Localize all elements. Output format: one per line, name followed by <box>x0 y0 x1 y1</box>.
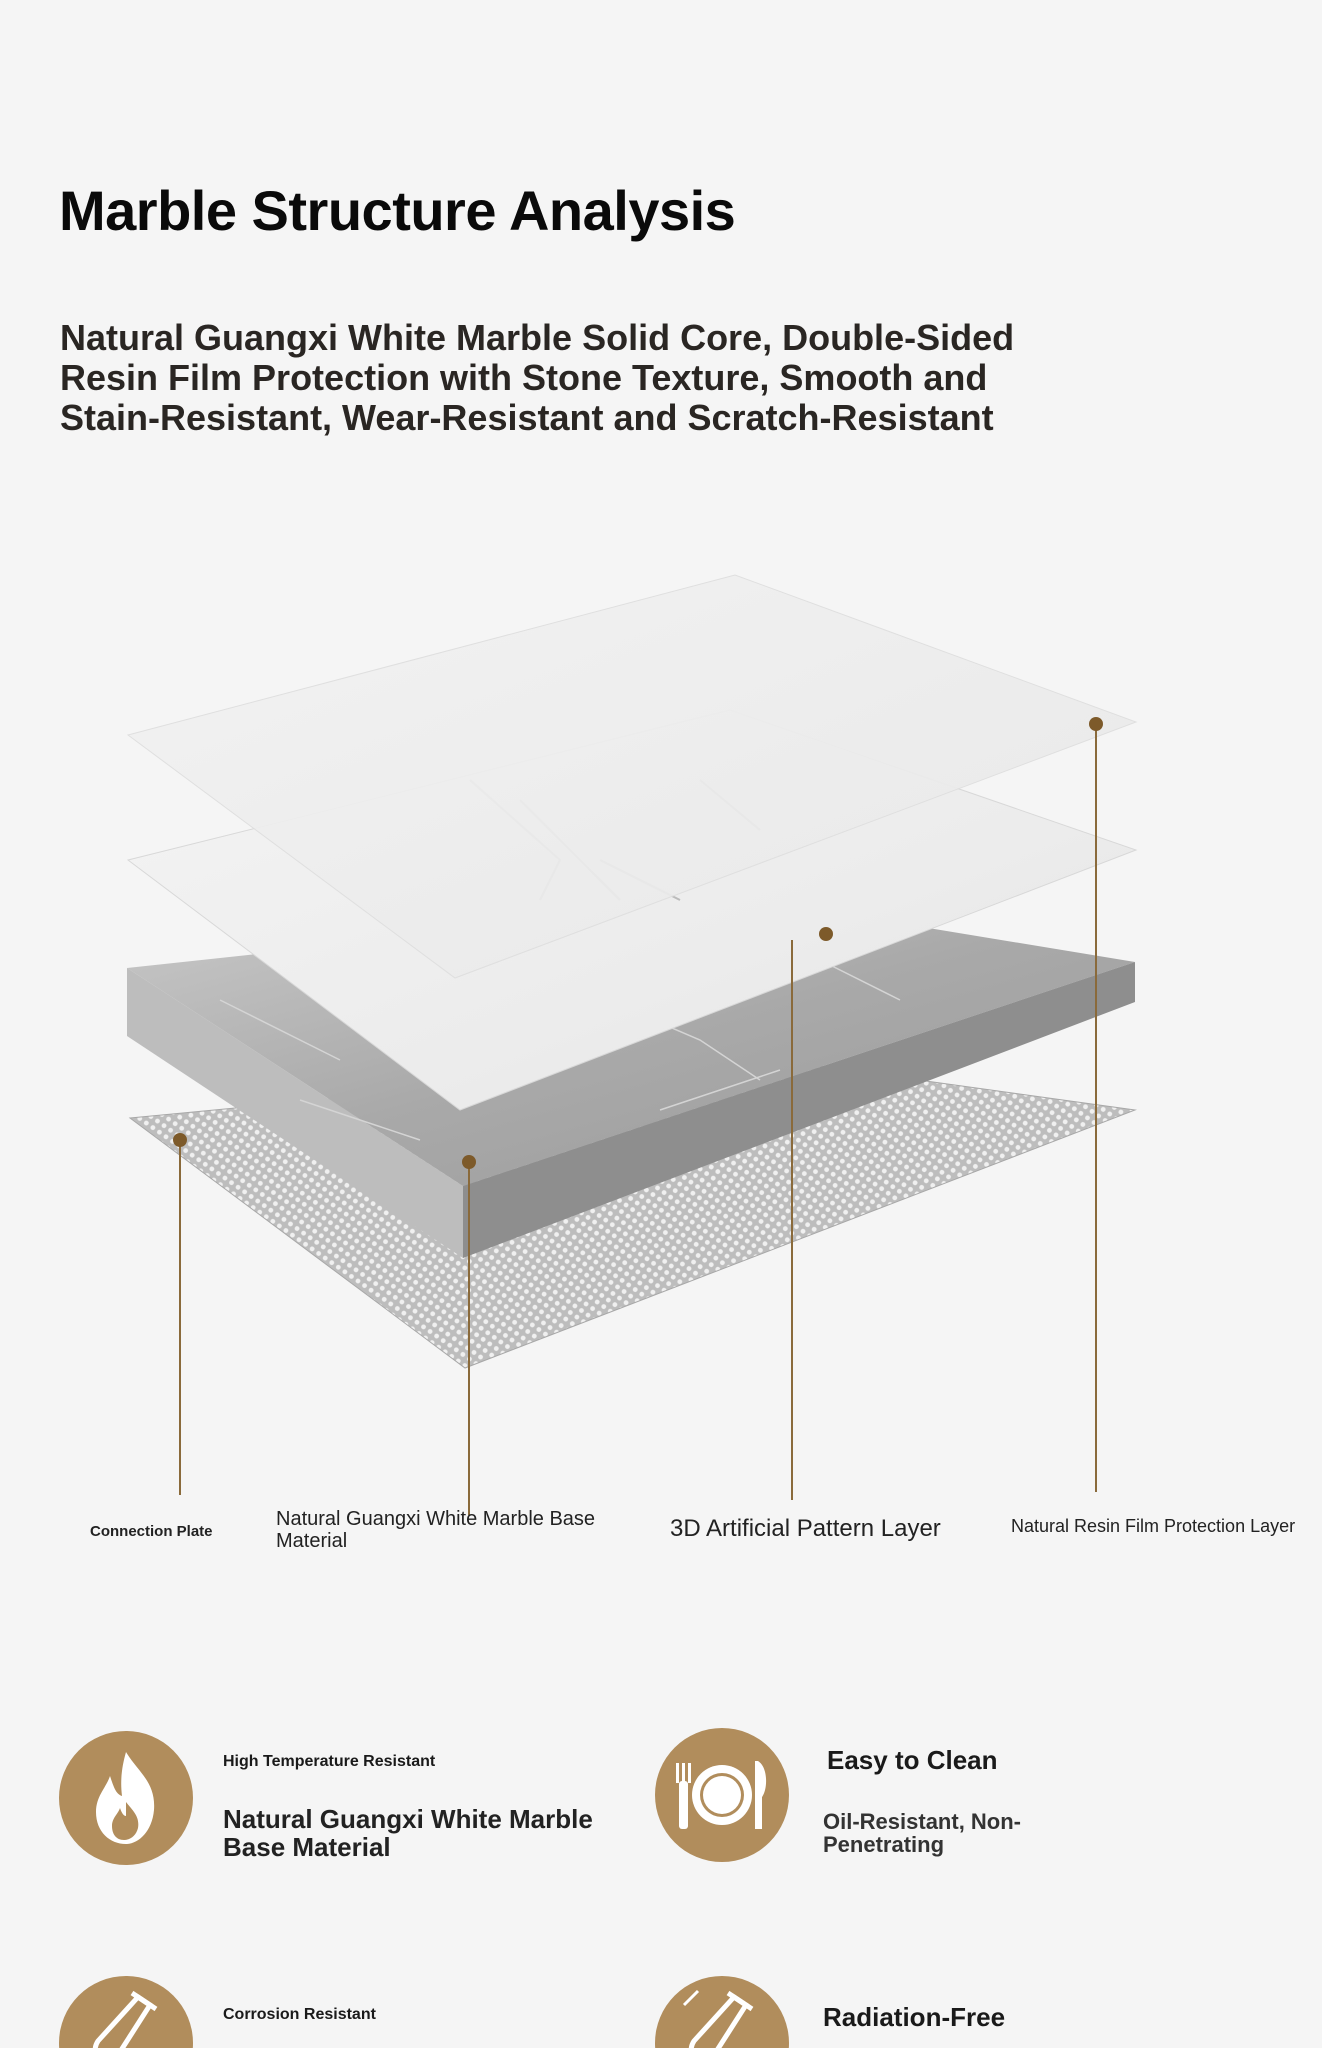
feature-1-title: High Temperature Resistant <box>223 1753 436 1770</box>
plate-cutlery-icon <box>654 1727 790 1863</box>
test-tube-icon <box>58 1975 194 2048</box>
label-pattern-layer: 3D Artificial Pattern Layer <box>670 1515 941 1542</box>
label-base-material: Natural Guangxi White Marble Base Material <box>276 1508 596 1552</box>
label-connection-plate: Connection Plate <box>90 1523 213 1540</box>
feature-1-desc: Natural Guangxi White Marble Base Material <box>223 1804 593 1862</box>
layer-diagram <box>0 540 1322 1520</box>
page-subtitle: Natural Guangxi White Marble Solid Core, Double-Sided Resin Film Protection with Stone Texture, Smooth and Stain-Resistant, Wear-Resistant and Scratch-Resistant <box>60 317 1015 438</box>
label-resin-layer: Natural Resin Film Protection Layer <box>1011 1516 1296 1536</box>
page-title: Marble Structure Analysis <box>59 179 736 242</box>
flask-icon <box>654 1975 790 2048</box>
flame-icon <box>58 1730 194 1866</box>
feature-4-title: Radiation-Free <box>823 2002 1006 2032</box>
feature-3-title: Corrosion Resistant <box>223 2006 376 2023</box>
feature-2-title: Easy to Clean <box>827 1745 998 1775</box>
feature-2-desc: Oil-Resistant, Non-Penetrating <box>823 1809 1022 1857</box>
